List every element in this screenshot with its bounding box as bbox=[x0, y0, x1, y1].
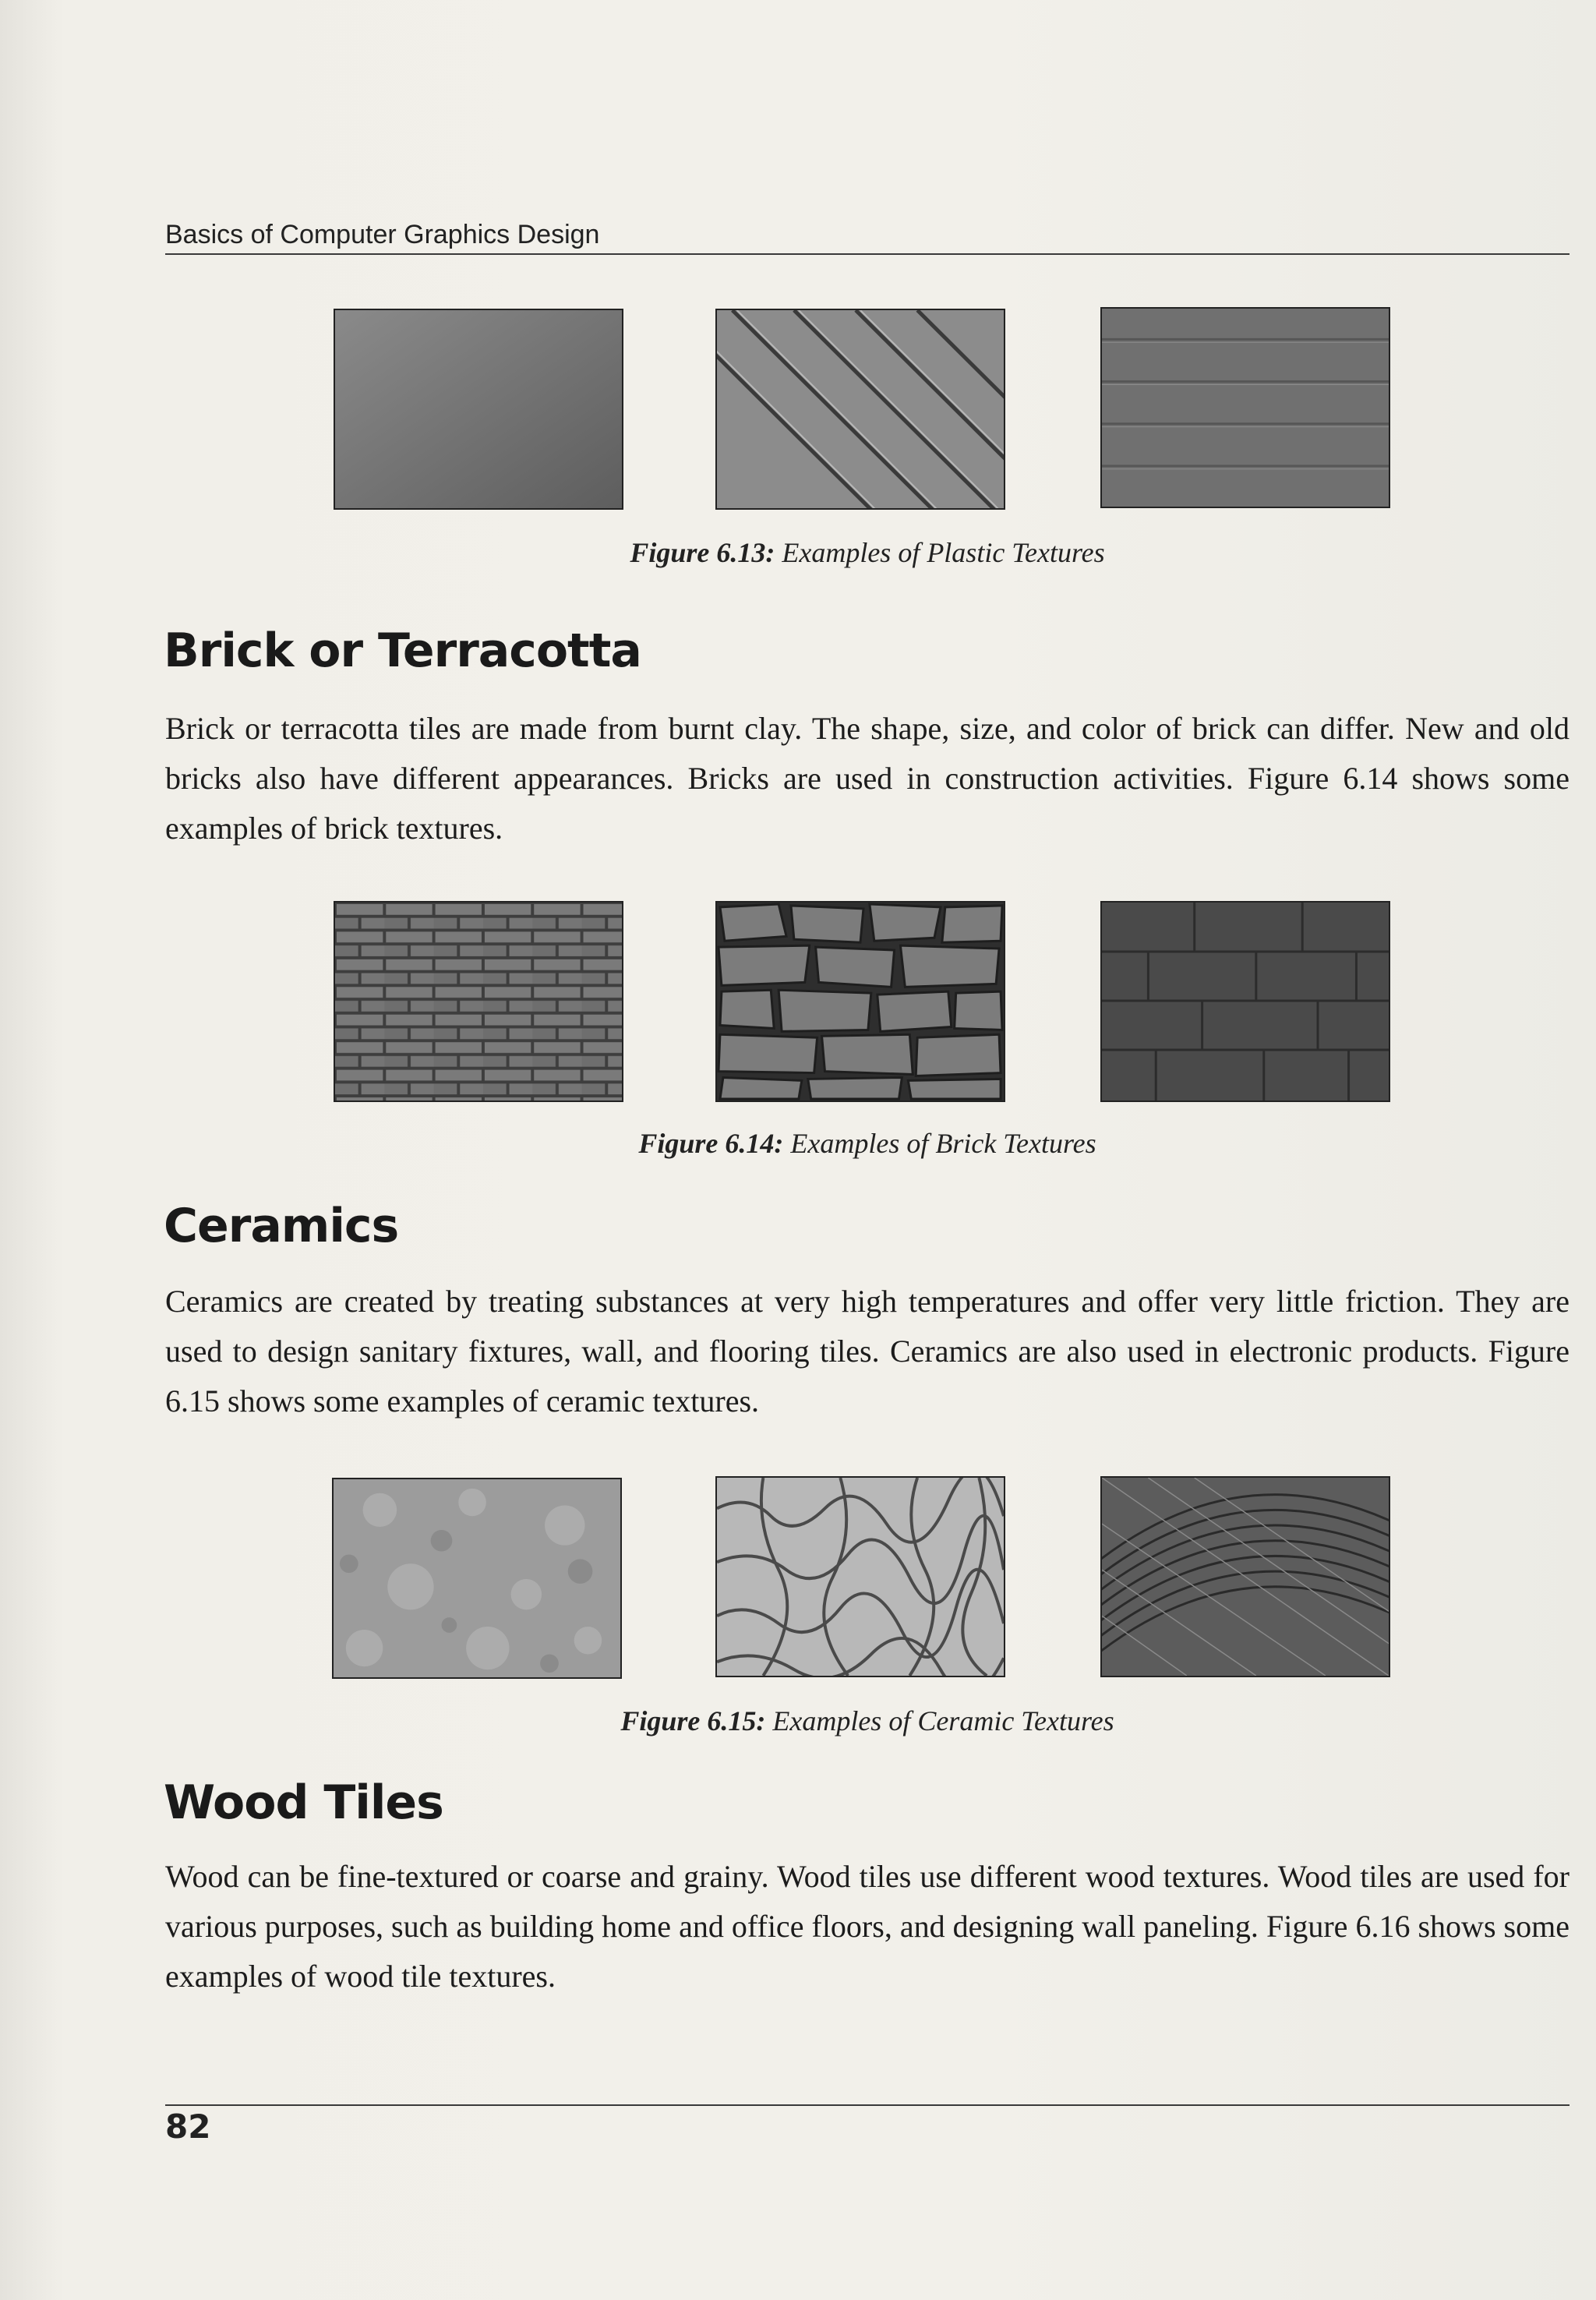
section-heading-brick: Brick or Terracotta bbox=[164, 624, 641, 678]
page-number: 82 bbox=[165, 2107, 211, 2146]
figure-label: Figure 6.15: bbox=[620, 1705, 766, 1736]
plastic-texture-image-3 bbox=[1100, 307, 1390, 508]
brick-texture-image-1 bbox=[334, 901, 623, 1102]
figure-6-15-caption bbox=[165, 1705, 1570, 1737]
running-header: Basics of Computer Graphics Design bbox=[165, 220, 600, 249]
section-body-ceramics: Ceramics are created by treating substances at very high temperatures and offer very little friction. They are used to design sanitary fixtures, wall, and flooring tiles. Ceramics are also used in electronic products. Figure 6.15 shows some examples of ceramic textures. bbox=[165, 1284, 1570, 1419]
section-heading-wood-tiles: Wood Tiles bbox=[164, 1775, 443, 1830]
section-heading-ceramics: Ceramics bbox=[164, 1199, 399, 1253]
brick-texture-image-3 bbox=[1100, 901, 1390, 1102]
ceramic-texture-image-2 bbox=[715, 1476, 1005, 1677]
figure-label: Figure 6.13: bbox=[630, 537, 775, 568]
brick-texture-image-2 bbox=[715, 901, 1005, 1102]
figure-6-13-caption bbox=[165, 536, 1570, 569]
figure-title: Examples of Brick Textures bbox=[790, 1128, 1096, 1159]
ceramic-texture-image-3 bbox=[1100, 1476, 1390, 1677]
plastic-texture-image-2 bbox=[715, 309, 1005, 510]
figure-title: Examples of Plastic Textures bbox=[782, 537, 1105, 568]
header-divider bbox=[165, 253, 1570, 255]
footer-divider bbox=[165, 2104, 1570, 2106]
figure-title: Examples of Ceramic Textures bbox=[772, 1705, 1114, 1736]
section-body-wood-tiles: Wood can be fine-textured or coarse and grainy. Wood tiles use different wood textures. Wood tiles are used for various purposes, such as building home and office floors, and designing wall paneling. Figure 6.16 shows some examples of wood tile textures. bbox=[165, 1859, 1570, 1994]
ceramic-texture-image-1 bbox=[332, 1478, 622, 1679]
section-body-brick: Brick or terracotta tiles are made from burnt clay. The shape, size, and color of brick can differ. New and old bricks also have different appearances. Bricks are used in construction activities. Figure 6.14 shows some examples of brick textures. bbox=[165, 711, 1570, 846]
figure-label: Figure 6.14: bbox=[638, 1128, 784, 1159]
plastic-texture-image-1 bbox=[334, 309, 623, 510]
figure-6-14-caption bbox=[165, 1127, 1570, 1160]
